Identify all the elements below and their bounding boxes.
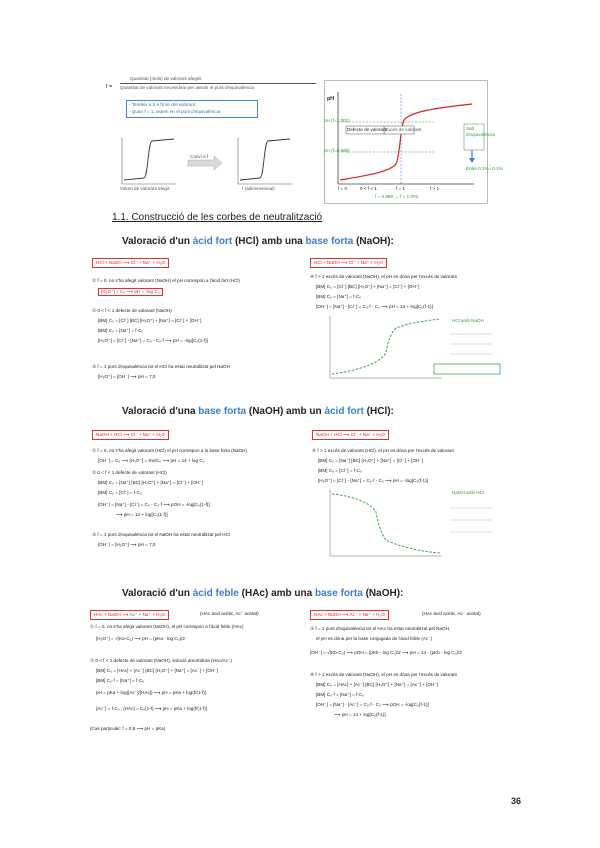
x-label-f-over: f > 1 bbox=[430, 186, 440, 191]
line: [OH⁻] = [Na⁺] - [Ac⁻] = C₀·f - C₀ ⟶ pOH = -log[C₀(f-1)] bbox=[316, 702, 429, 707]
big-plot-ylabel: pH bbox=[327, 96, 335, 102]
section-2-mini-chart bbox=[322, 486, 502, 562]
heading-highlight-a: àcid feble bbox=[192, 588, 239, 599]
f-label: f = bbox=[106, 84, 113, 90]
line: [H₃O⁺] = [Cl⁻] - [Na⁺] = C₀ - C₀·f ⟶ pH = -log[C₀(1-f)] bbox=[98, 338, 208, 343]
line: [H₃O⁺] = C₀ ⟶ pH = -log C₀ bbox=[98, 288, 163, 296]
fraction-bar bbox=[120, 83, 316, 84]
section-3-heading bbox=[122, 588, 403, 599]
heading-text: Valoració d'un bbox=[122, 236, 193, 247]
heading-highlight-a: base forta bbox=[198, 406, 247, 417]
line: ① f = 0. no s'ha afegit valorant (NaOH) el pH correspon a l'àcid fort (HCl) bbox=[92, 278, 240, 283]
line: el pH es dóna per la base conjugada de l'àcid feble (Ac⁻) bbox=[316, 636, 433, 641]
line: ② 0 < f < 1 defecte de valorant (HCl) bbox=[92, 470, 167, 475]
line: [OH⁻] = [H₃O⁺] ⟶ pH = 7,0 bbox=[98, 542, 156, 547]
heading-highlight-a: àcid fort bbox=[192, 236, 233, 247]
mini-plot-right-xlabel: f (adimensional) bbox=[242, 186, 275, 191]
heading-text: Valoració d'un bbox=[122, 588, 193, 599]
line: ③ f = 1 punt d'equivalència tot el NaOH ha estat neutralitzat pel HCl bbox=[92, 532, 230, 537]
line: [BM] C₀ = [Cl⁻] = f·C₀ bbox=[318, 468, 362, 473]
line: [Ac⁻] = f·C₀ ; [HAc] = C₀(1-f) ⟶ pH = pKa + log(f/(1-f)) bbox=[96, 706, 208, 711]
left-equation: NaOH + HCl ⟶ Cl⁻ + Na⁺ + H₂O bbox=[92, 430, 169, 440]
line: ⟶ pH = 14 + log[C₀(1-f)] bbox=[116, 512, 168, 517]
line: ④ f > 1 excés de valorant (NaOH), el pH es dóna per l'excés de valorant bbox=[310, 672, 457, 677]
fraction-denominator: Quantitat de valorant necessària per assolir el punt d'equivalència bbox=[120, 85, 254, 90]
titration-curve bbox=[340, 104, 472, 180]
line: [BM] C₀ = [Cl⁻] = f·C₀ bbox=[98, 490, 142, 495]
line: [BM] C₀ = [HAc] + [Ac⁻] [BC] [H₃O⁺] + [Na⁺] = [Ac⁻] + [OH⁻] bbox=[316, 682, 438, 687]
line: [BM] C₀ = [Na⁺] = f·C₀ bbox=[316, 294, 362, 299]
line: [BM] C₀ = [Cl⁻] [BC] [H₃O⁺] + [Na⁺] = [Cl⁻] + [OH⁻] bbox=[98, 318, 202, 323]
right-equation-note: (HAc àcid acètic, Ac⁻ acetat) bbox=[422, 611, 481, 616]
line: ④ f > 1 excés de valorant (HCl), el pH es dóna per l'excés de valorant bbox=[312, 448, 454, 453]
heading-text: (NaOH): bbox=[362, 588, 404, 599]
line: [BM] C₀·f = [Na⁺] = f·C₀ bbox=[96, 678, 145, 683]
section-1-mini-legend: HCl amb NaOH bbox=[452, 318, 484, 323]
x-bottom-label: f = 0.999 → f = 1.001 bbox=[375, 194, 419, 199]
section-2-mini-legend: NaOH amb HCl bbox=[452, 490, 484, 495]
right-equation: HCl + NaOH ⟶ Cl⁻ + Na⁺ + H₂O bbox=[310, 258, 387, 268]
big-plot bbox=[324, 80, 495, 203]
heading-text: (NaOH) amb un bbox=[246, 406, 325, 417]
line: ⟶ pH = 14 + log[C₀(f-1)] bbox=[334, 712, 386, 717]
line: [BM] C₀ = [Cl⁻] [BC] [H₃O⁺] + [Na⁺] = [Cl⁻] + [OH⁻] bbox=[316, 284, 420, 289]
note-line-2: - Quan f = 1, estem en el punt d'equivalència bbox=[129, 109, 221, 114]
heading-text: (HAc) amb una bbox=[238, 588, 315, 599]
left-equation-note: (HAc àcid acètic, Ac⁻ acetat) bbox=[200, 611, 259, 616]
line: ② 0 < f < 1 defecte de valorant (NaOH) bbox=[92, 308, 172, 313]
line: [H₃O⁺] = √(Ka·C₀) ⟶ pH = (pKa - log C₀)/2 bbox=[96, 636, 185, 641]
section-3-left bbox=[90, 610, 310, 780]
section-3-right bbox=[310, 610, 510, 780]
heading-highlight-b: àcid fort bbox=[324, 406, 364, 417]
x-label-f-between: 0 < f < 1 bbox=[360, 186, 377, 191]
mini-arrow-label: Canvi a f bbox=[190, 154, 209, 159]
x-label-f1: f = 1 bbox=[396, 186, 406, 191]
right-equation: NaOH + HCl ⟶ Cl⁻ + Na⁺ + H₂O bbox=[312, 430, 389, 440]
note-box bbox=[126, 100, 258, 118]
section-2-left bbox=[92, 430, 304, 568]
page-number: 36 bbox=[511, 796, 522, 806]
line: [BM] C₀ = [HAc] + [Ac⁻] [BC] [H₃O⁺] + [Na⁺] = [Ac⁻] + [OH⁻] bbox=[96, 668, 218, 673]
heading-text: (NaOH): bbox=[353, 236, 394, 247]
section-1-heading bbox=[122, 236, 394, 247]
line: ① f = 0. no s'ha afegit valorant (HCl) el pH correspon a la base forta (NaOH) bbox=[92, 448, 247, 453]
line: (Cas particular: f = 0,5 ⟶ pH = pKa) bbox=[90, 726, 166, 731]
label-excess-right: Excés de valorant bbox=[385, 127, 422, 132]
line: [BM] C₀ = [Na⁺] = f·C₀ bbox=[98, 328, 144, 333]
left-equation: HCl + NaOH ⟶ Cl⁻ + Na⁺ + H₂O bbox=[92, 258, 169, 268]
line: [BM] C₀ = [Na⁺] [BC] [H₃O⁺] + [Na⁺] = [Cl⁻] + [OH⁻] bbox=[318, 458, 423, 463]
top-definition bbox=[106, 74, 317, 132]
left-equation: HAc + NaOH ⟶ Ac⁻ + Na⁺ + H₂O bbox=[90, 610, 169, 620]
section-1-left bbox=[92, 258, 302, 393]
heading-text: (HCl): bbox=[363, 406, 394, 417]
mini-plot-left bbox=[122, 138, 176, 184]
line: ② 0 < f < 1 defecte de valorant (NaOH), solució amortidora (HAc/Ac⁻) bbox=[90, 658, 232, 663]
label-jump: Salt d'equivalència bbox=[466, 126, 495, 137]
line: [OH⁻] = C₀ ⟶ [H₃O⁺] = Kw/C₀ ⟶ pH = 14 + log C₀ bbox=[98, 458, 205, 463]
heading-highlight-b: base forta bbox=[315, 588, 363, 599]
heading-text: (HCl) amb una bbox=[232, 236, 306, 247]
line: ① f = 0. no s'ha afegit valorant (NaOH), el pH correspon a l'àcid feble (HAc) bbox=[90, 624, 244, 629]
note-line-1: - Tendeix a 0 a l'inici del valorant bbox=[129, 102, 196, 107]
heading-text: Valoració d'una bbox=[122, 406, 199, 417]
label-jump-sub: Entre 0.1% i 0.1% bbox=[466, 166, 503, 171]
line: pH = pKa + log([Ac⁻]/[HAc]) ⟶ pH = pKa + log(f/(1-f)) bbox=[96, 690, 207, 695]
line: [BM] C₀·f = [Na⁺] = f·C₀ bbox=[316, 692, 365, 697]
line: ③ f = 1 punt d'equivalència tot el HAc ha estat neutralitzat pel NaOH, bbox=[310, 626, 451, 631]
mini-plot-left-xlabel: Volum de valorant afegit bbox=[120, 186, 170, 191]
line: [H₃O⁺] = [Cl⁻] - [Na⁺] = C₀·f - C₀ ⟶ pH = -log[C₀(f-1)] bbox=[318, 478, 428, 483]
line: [OH⁻] = [Na⁺] - [Cl⁻] = C₀ - C₀·f ⟶ pOH = -log[C₀(1-f)] bbox=[98, 502, 210, 507]
mini-plot-right bbox=[238, 138, 292, 184]
line: [OH⁻] = [Na⁺] - [Cl⁻] = C₀·f - C₀ ⟶ pH = 14 + log[C₀(f-1)] bbox=[316, 304, 433, 309]
heading-highlight-b: base forta bbox=[305, 236, 354, 247]
line: ④ f > 1 excés de valorant (NaOH), el pH es dóna per l'excés de valorant bbox=[310, 274, 457, 279]
x-label-f0: f = 0 bbox=[338, 186, 348, 191]
section-title: 1.1. Construcció de les corbes de neutralització bbox=[112, 212, 323, 223]
label-excess-left: Defecte de valorant bbox=[347, 127, 387, 132]
fraction-numerator: Quantitat (mols) de valorant afegits bbox=[130, 76, 202, 81]
line: [OH⁻] = √(Kb·C₀) ⟶ pOH = (pKb - log C₀)/2 ⟶ pH = 14 - (pKb - log C₀)/2 bbox=[310, 650, 462, 655]
right-equation: HAc + NaOH ⟶ Ac⁻ + Na⁺ + H₂O bbox=[310, 610, 389, 620]
line: ③ f = 1 punt d'equivalència tot el HCl ha estat neutralitzat pel NaOH bbox=[92, 364, 230, 369]
line: [BM] C₀ = [Na⁺] [BC] [H₃O⁺] + [Na⁺] = [Cl⁻] + [OH⁻] bbox=[98, 480, 203, 485]
section-2-heading bbox=[122, 406, 394, 417]
label-pH-f1001: pH (f=1.001) bbox=[324, 118, 350, 123]
label-pH-f0999: pH (f=0.999) bbox=[324, 148, 350, 153]
line: [H₃O⁺] = [OH⁻] ⟶ pH = 7,0 bbox=[98, 374, 156, 379]
